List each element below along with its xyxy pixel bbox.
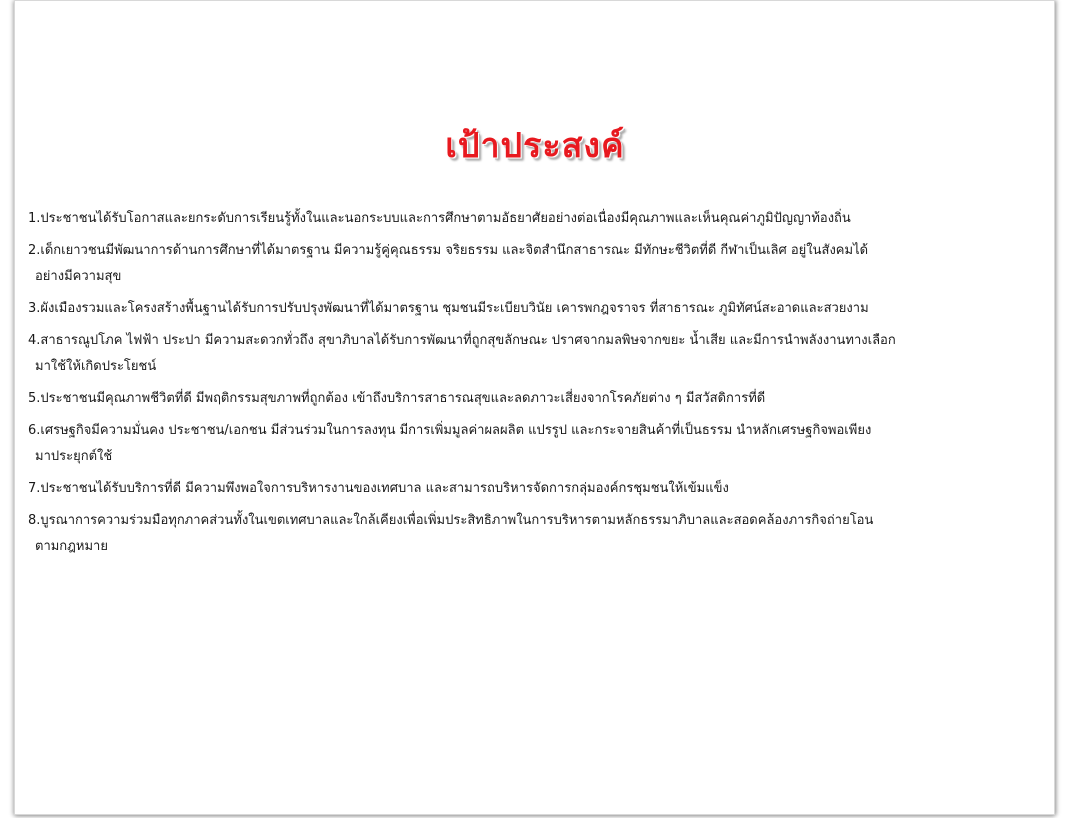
page-title: เป้าประสงค์ [445, 126, 625, 166]
list-item [28, 476, 1028, 502]
list-item-continuation: มาใช้ให้เกิดประโยชน์ [35, 359, 157, 374]
list-item [28, 328, 1028, 380]
list-item-text: 4.สาธารณูปโภค ไฟฟ้า ประปา มีความสะดวกทั่วถึง สุขาภิบาลได้รับการพัฒนาที่ถูกสุขลักษณะ ปราศจากมลพิษจากขยะ น้ำเสีย และมีการนำพลังงานทางเลือก [28, 333, 896, 348]
list-item-continuation: ตามกฎหมาย [35, 539, 108, 554]
list-item [28, 508, 1028, 560]
list-item-text: 2.เด็กเยาวชนมีพัฒนาการด้านการศึกษาที่ได้มาตรฐาน มีความรู้คู่คุณธรรม จริยธรรม และจิตสำนึกสาธารณะ มีทักษะชีวิตที่ดี กีฬาเป็นเลิศ อยู่ในสังคมได้ [28, 243, 869, 258]
list-item [28, 418, 1028, 470]
list-item-text: 7.ประชาชนได้รับบริการที่ดี มีความพึงพอใจการบริหารงานของเทศบาล และสามารถบริหารจัดการกลุ่มองค์กรชุมชนให้เข้มแข็ง [28, 481, 729, 496]
list-item-text: 5.ประชาชนมีคุณภาพชีวิตที่ดี มีพฤติกรรมสุขภาพที่ถูกต้อง เข้าถึงบริการสาธารณสุขและลดภาวะเสี่ยงจากโรคภัยต่าง ๆ มีสวัสดิการที่ดี [28, 391, 766, 406]
list-item [28, 206, 1028, 232]
list-item-text: 3.ผังเมืองรวมและโครงสร้างพื้นฐานได้รับการปรับปรุงพัฒนาที่ได้มาตรฐาน ชุมชนมีระเบียบวินัย เคารพกฎจราจร ที่สาธารณะ ภูมิทัศน์สะอาดและสวยงาม [28, 301, 869, 316]
list-item-continuation: มาประยุกต์ใช้ [35, 449, 113, 464]
list-item [28, 386, 1028, 412]
list-item-text: 8.บูรณาการความร่วมมือทุกภาคส่วนทั้งในเขตเทศบาลและใกล้เคียงเพื่อเพิ่มประสิทธิภาพในการบริหารตามหลักธรรมาภิบาลและสอดคล้องภารกิจถ่ายโอน [28, 513, 874, 528]
list-item-continuation: อย่างมีความสุข [35, 269, 122, 284]
list-item [28, 296, 1028, 322]
list-item-text: 1.ประชาชนได้รับโอกาสและยกระดับการเรียนรู้ทั้งในและนอกระบบและการศึกษาตามอัธยาศัยอย่างต่อเนื่องมีคุณภาพและเห็นคุณค่าภูมิปัญญาท้องถิ่น [28, 211, 851, 226]
list-item-text: 6.เศรษฐกิจมีความมั่นคง ประชาชน/เอกชน มีส่วนร่วมในการลงทุน มีการเพิ่มมูลค่าผลผลิต แปรรูป และกระจายสินค้าที่เป็นธรรม นำหลักเศรษฐกิจพอเพียง [28, 423, 872, 438]
list-item [28, 238, 1028, 290]
goals-list [28, 206, 1028, 566]
